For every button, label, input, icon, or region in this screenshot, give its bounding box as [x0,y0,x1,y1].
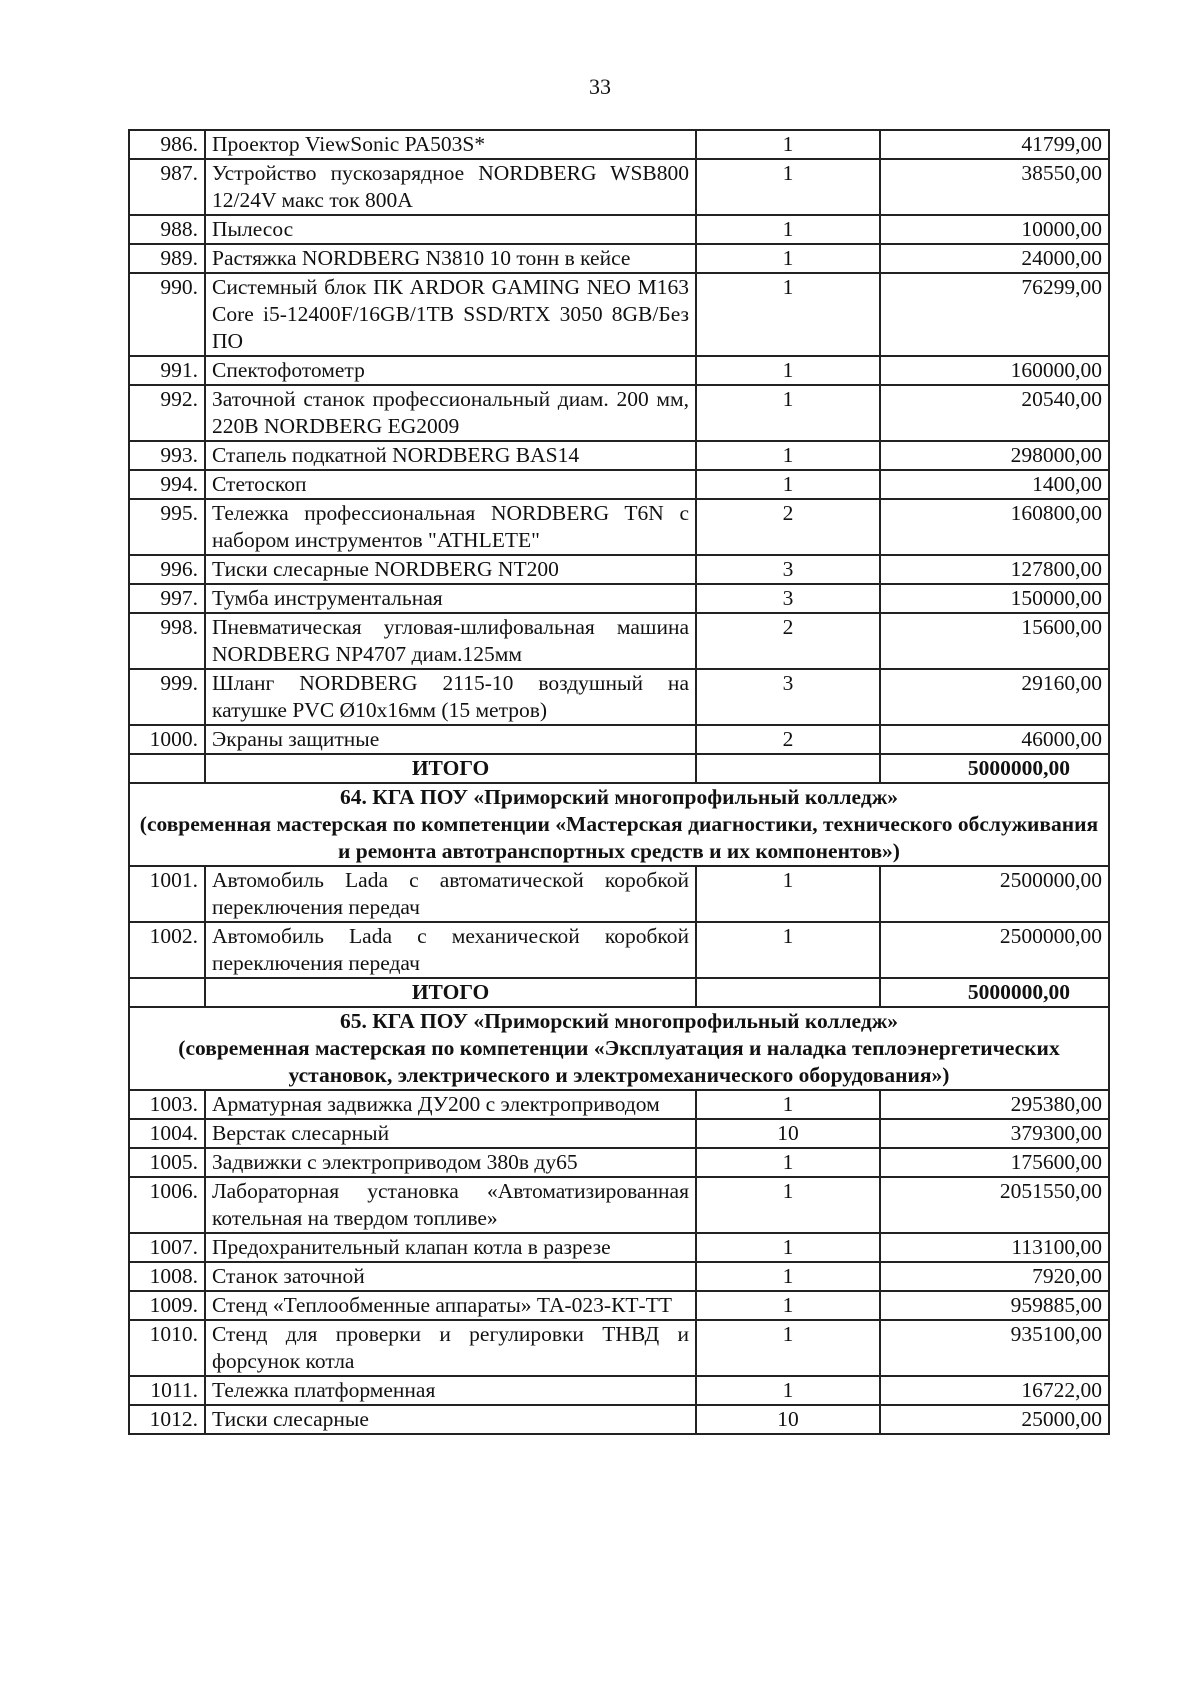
row-number: 1012. [129,1405,205,1434]
item-quantity: 1 [696,922,880,978]
row-number: 993. [129,441,205,470]
item-quantity: 1 [696,1291,880,1320]
row-number: 1001. [129,866,205,922]
item-name: Устройство пускозарядное NORDBERG WSB800 12/24V макс ток 800А [205,159,696,215]
table-row [129,1177,1109,1233]
item-quantity: 1 [696,1320,880,1376]
item-name: Арматурная задвижка ДУ200 с электроприводом [205,1090,696,1119]
item-sum: 127800,00 [880,555,1109,584]
item-sum: 295380,00 [880,1090,1109,1119]
table-row [129,1291,1109,1320]
table-row [129,1233,1109,1262]
row-number: 990. [129,273,205,356]
item-quantity: 2 [696,725,880,754]
item-name: Тележка платформенная [205,1376,696,1405]
item-quantity: 1 [696,1262,880,1291]
item-quantity: 3 [696,555,880,584]
table-row [129,130,1109,159]
item-quantity: 2 [696,613,880,669]
page-number: 33 [589,74,611,99]
row-number: 989. [129,244,205,273]
item-sum: 935100,00 [880,1320,1109,1376]
table-row [129,441,1109,470]
item-name: Задвижки с электроприводом 380в ду65 [205,1148,696,1177]
item-sum: 379300,00 [880,1119,1109,1148]
item-name: Стапель подкатной NORDBERG BAS14 [205,441,696,470]
item-sum: 16722,00 [880,1376,1109,1405]
item-quantity: 1 [696,159,880,215]
item-quantity: 1 [696,244,880,273]
row-number: 1010. [129,1320,205,1376]
item-quantity: 1 [696,215,880,244]
total-sum: 5000000,00 [880,754,1109,783]
item-quantity: 10 [696,1405,880,1434]
item-quantity: 1 [696,470,880,499]
item-sum: 2500000,00 [880,866,1109,922]
table-row [129,244,1109,273]
table-row [129,613,1109,669]
item-quantity: 3 [696,669,880,725]
item-sum: 29160,00 [880,669,1109,725]
item-name: Шланг NORDBERG 2115-10 воздушный на катушке PVC Ø10х16мм (15 метров) [205,669,696,725]
total-empty-cell [129,754,205,783]
item-name: Стетоскоп [205,470,696,499]
item-sum: 20540,00 [880,385,1109,441]
row-number: 1005. [129,1148,205,1177]
section-subtitle: (современная мастерская по компетенции «Эксплуатация и наладка теплоэнергетических установок, электрического и электромеханического оборудования») [178,1036,1060,1087]
item-quantity: 1 [696,385,880,441]
row-number: 1008. [129,1262,205,1291]
item-quantity: 1 [696,356,880,385]
equipment-table [128,129,1110,1435]
item-quantity: 3 [696,584,880,613]
item-quantity: 1 [696,1376,880,1405]
row-number: 1003. [129,1090,205,1119]
total-empty-cell [129,978,205,1007]
item-name: Заточной станок профессиональный диам. 200 мм, 220В NORDBERG EG2009 [205,385,696,441]
item-quantity: 2 [696,499,880,555]
item-sum: 298000,00 [880,441,1109,470]
item-sum: 7920,00 [880,1262,1109,1291]
row-number: 998. [129,613,205,669]
item-name: Тиски слесарные NORDBERG NT200 [205,555,696,584]
item-sum: 25000,00 [880,1405,1109,1434]
item-sum: 15600,00 [880,613,1109,669]
table-row [129,555,1109,584]
equipment-table-body [129,130,1109,1434]
section-title: 65. КГА ПОУ «Приморский многопрофильный колледж» [339,1009,899,1033]
item-name: Лабораторная установка «Автоматизированная котельная на твердом топливе» [205,1177,696,1233]
item-name: Системный блок ПК ARDOR GAMING NEO M163 Core i5-12400F/16GB/1TB SSD/RTX 3050 8GB/Без ПО [205,273,696,356]
total-sum: 5000000,00 [880,978,1109,1007]
table-row [129,1320,1109,1376]
row-number: 1007. [129,1233,205,1262]
item-name: Тиски слесарные [205,1405,696,1434]
item-name: Экраны защитные [205,725,696,754]
table-row [129,159,1109,215]
item-sum: 10000,00 [880,215,1109,244]
item-sum: 76299,00 [880,273,1109,356]
item-name: Растяжка NORDBERG N3810 10 тонн в кейсе [205,244,696,273]
total-empty-cell [696,978,880,1007]
item-quantity: 1 [696,1090,880,1119]
item-sum: 38550,00 [880,159,1109,215]
item-sum: 2500000,00 [880,922,1109,978]
row-number: 987. [129,159,205,215]
total-label: ИТОГО [205,978,696,1007]
row-number: 996. [129,555,205,584]
table-row [129,1262,1109,1291]
item-quantity: 1 [696,1177,880,1233]
section-header [129,783,1109,866]
item-name: Тумба инструментальная [205,584,696,613]
item-sum: 959885,00 [880,1291,1109,1320]
item-quantity: 1 [696,1148,880,1177]
item-sum: 41799,00 [880,130,1109,159]
item-quantity: 1 [696,1233,880,1262]
item-sum: 150000,00 [880,584,1109,613]
item-name: Проектор ViewSonic PA503S* [205,130,696,159]
item-quantity: 1 [696,866,880,922]
item-name: Автомобиль Lada с механической коробкой переключения передач [205,922,696,978]
table-row [129,1119,1109,1148]
row-number: 1006. [129,1177,205,1233]
row-number: 1011. [129,1376,205,1405]
table-row [129,1405,1109,1434]
item-sum: 1400,00 [880,470,1109,499]
row-number: 994. [129,470,205,499]
item-sum: 175600,00 [880,1148,1109,1177]
table-row [129,273,1109,356]
item-name: Автомобиль Lada с автоматической коробкой переключения передач [205,866,696,922]
item-sum: 24000,00 [880,244,1109,273]
row-number: 1000. [129,725,205,754]
table-row [129,584,1109,613]
item-quantity: 1 [696,273,880,356]
row-number: 1009. [129,1291,205,1320]
section-title: 64. КГА ПОУ «Приморский многопрофильный колледж» [339,785,899,809]
row-number: 995. [129,499,205,555]
item-name: Тележка профессиональная NORDBERG T6N с набором инструментов "ATHLETE" [205,499,696,555]
item-name: Предохранительный клапан котла в разрезе [205,1233,696,1262]
item-name: Пылесос [205,215,696,244]
item-sum: 2051550,00 [880,1177,1109,1233]
item-name: Верстак слесарный [205,1119,696,1148]
table-row [129,922,1109,978]
table-row [129,866,1109,922]
item-sum: 160000,00 [880,356,1109,385]
table-row [129,215,1109,244]
table-row [129,356,1109,385]
item-name: Пневматическая угловая-шлифовальная машина NORDBERG NP4707 диам.125мм [205,613,696,669]
item-name: Стенд для проверки и регулировки ТНВД и форсунок котла [205,1320,696,1376]
total-row [129,978,1109,1007]
table-row [129,1090,1109,1119]
item-name: Спектофотометр [205,356,696,385]
row-number: 991. [129,356,205,385]
table-row [129,470,1109,499]
table-row [129,669,1109,725]
table-row [129,1376,1109,1405]
item-name: Стенд «Теплообменные аппараты» ТА-023-КТ-ТТ [205,1291,696,1320]
row-number: 999. [129,669,205,725]
total-label: ИТОГО [205,754,696,783]
table-row [129,1148,1109,1177]
table-row [129,385,1109,441]
table-row [129,499,1109,555]
item-quantity: 1 [696,441,880,470]
total-row [129,754,1109,783]
table-row [129,725,1109,754]
section-header-row [129,1007,1109,1090]
item-sum: 113100,00 [880,1233,1109,1262]
row-number: 1002. [129,922,205,978]
row-number: 1004. [129,1119,205,1148]
item-quantity: 1 [696,130,880,159]
item-name: Станок заточной [205,1262,696,1291]
section-subtitle: (современная мастерская по компетенции «Мастерская диагностики, технического обслуживания и ремонта автотранспортных средств и их компонентов») [139,812,1099,863]
total-empty-cell [696,754,880,783]
item-sum: 46000,00 [880,725,1109,754]
row-number: 988. [129,215,205,244]
row-number: 992. [129,385,205,441]
row-number: 986. [129,130,205,159]
section-header [129,1007,1109,1090]
item-quantity: 10 [696,1119,880,1148]
item-sum: 160800,00 [880,499,1109,555]
row-number: 997. [129,584,205,613]
section-header-row [129,783,1109,866]
